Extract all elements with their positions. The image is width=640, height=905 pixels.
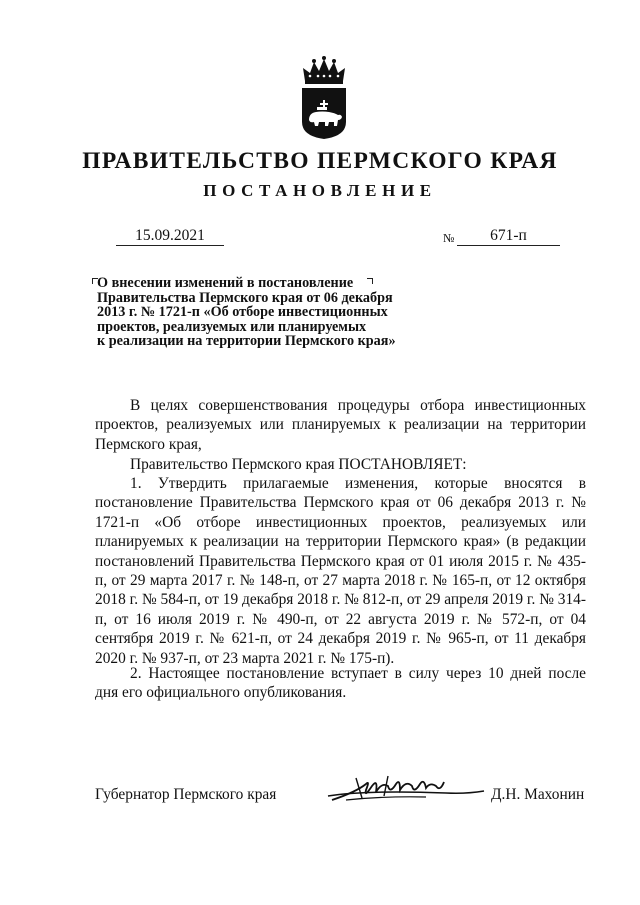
subject-line: О внесении изменений в постановление xyxy=(97,275,354,291)
document-number: 671-п xyxy=(457,226,560,246)
subject-line: проектов, реализуемых или планируемых xyxy=(97,318,367,335)
paragraph-text: 2. Настоящее постановление вступает в силу через 10 дней после дня его официального опубликования. xyxy=(95,665,586,702)
subject-line: 2013 г. № 1721-п «Об отборе инвестиционных xyxy=(97,304,388,321)
handwritten-signature-icon xyxy=(326,772,486,806)
paragraph-text: В целях совершенствования процедуры отбора инвестиционных проектов, реализуемых или планируемых к реализации на территории Пермского края, xyxy=(95,397,586,453)
paragraph-text: 1. Утвердить прилагаемые изменения, которые вносятся в постановление Правительства Пермского края от 06 декабря 2013 г. № 1721-п «Об отборе инвестиционных проектов, реализуемых или планируемых к реализации на территории Пермского края» (в редакции постановлений Правительства Пермского края от 01 июля 2015 г. № 435-п, от 29 марта 2017 г. № 148-п, от 27 марта 2018 г. № 165-п, от 12 октября 2018 г. № 584-п, от 19 декабря 2018 г. № 812-п, от 29 апреля 2019 г. № 314-п, от 16 июля 2019 г. № 490-п, от 22 августа 2019 г. № 572-п, от 04 сентября 2019 г. № 621-п, от 24 декабря 2019 г. № 965-п, от 11 декабря 2020 г. № 937-п, от 23 марта 2021 г. № 175-п). xyxy=(95,475,586,667)
paragraph-text: Правительство Пермского края ПОСТАНОВЛЯЕТ: xyxy=(130,456,467,473)
signer-title: Губернатор Пермского края xyxy=(95,786,277,803)
signer-name: Д.Н. Махонин xyxy=(491,786,585,803)
subject-line: к реализации на территории Пермского края» xyxy=(97,333,396,350)
document-subject xyxy=(97,276,407,349)
coat-of-arms-icon xyxy=(298,56,350,140)
document-type: ПОСТАНОВЛЕНИЕ xyxy=(203,181,437,200)
number-sign: № xyxy=(443,231,455,245)
item-1-paragraph xyxy=(95,474,586,668)
item-2-paragraph xyxy=(95,664,586,703)
document-date: 15.09.2021 xyxy=(116,226,224,246)
resolution-paragraph xyxy=(95,455,586,474)
preamble-paragraph xyxy=(95,396,586,454)
government-title: ПРАВИТЕЛЬСТВО ПЕРМСКОГО КРАЯ xyxy=(82,148,558,174)
subject-line: Правительства Пермского края от 06 декабря xyxy=(97,289,393,306)
